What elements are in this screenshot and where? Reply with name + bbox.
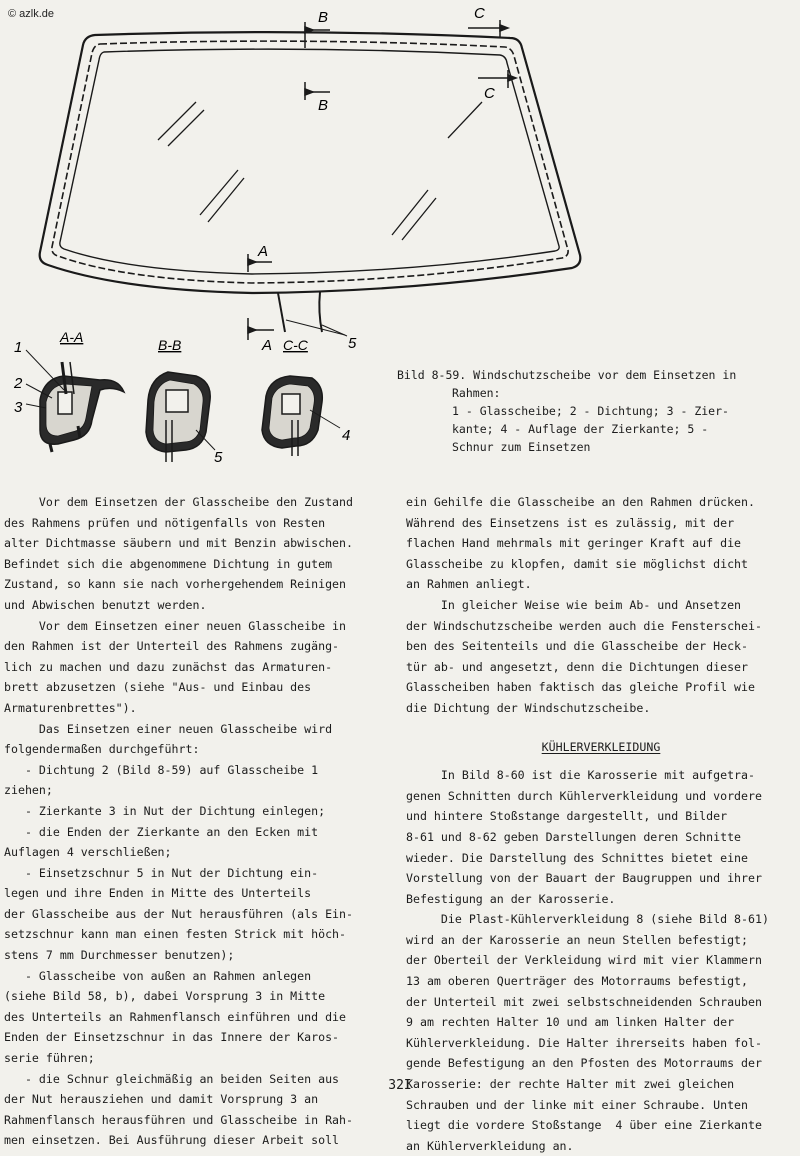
marker-c-top: C (474, 5, 485, 22)
text-line: tür ab- und angesetzt, denn die Dichtungen dieser (406, 659, 749, 674)
text-line: In Bild 8-60 ist die Karosserie mit aufgetra- (406, 768, 756, 783)
seal-profile-c-c (262, 376, 340, 456)
page-number: 32I (388, 1078, 412, 1093)
section-heading: KÜHLERVERKLEIDUNG (541, 739, 661, 754)
section-marker-b (305, 22, 330, 100)
text-line: Karosserie: der rechte Halter mit zwei gleichen (406, 1077, 735, 1092)
text-line: - Einsetzschnur 5 in Nut der Dichtung ein- (4, 865, 319, 880)
marker-c-bottom: C (484, 85, 495, 102)
text-line: alter Dichtmasse säubern und mit Benzin abwischen. (4, 536, 354, 551)
callout-4: 4 (342, 427, 351, 444)
text-line: Auflagen 4 verschließen; (4, 845, 172, 860)
left-text-column (4, 492, 389, 1151)
text-line: des Unterteils an Rahmenflansch einführen und die (4, 1009, 347, 1024)
detail-label-c-c: C-C (283, 337, 308, 353)
callout-1: 1 (14, 339, 23, 356)
callout-5-detail: 5 (214, 449, 223, 466)
text-line: Während des Einsetzens ist es zulässig, mit der (406, 515, 735, 530)
text-line: Kühlerverkleidung. Die Halter ihrerseits haben fol- (406, 1035, 762, 1050)
text-line: Enden der Einsetzschnur in das Innere der Karos- (4, 1030, 340, 1045)
text-line: Armaturenbrettes"). (4, 700, 137, 715)
source-watermark: © azlk.de (8, 8, 55, 20)
text-line: und Abwischen benutzt werden. (4, 597, 207, 612)
text-line: Vor dem Einsetzen einer neuen Glasscheibe in (4, 618, 347, 633)
text-line: lich zu machen und dazu zunächst das Armaturen- (4, 659, 333, 674)
text-line: der Windschutzscheibe werden auch die Fensterschei- (406, 618, 762, 633)
text-line: Zustand, so kann sie nach vorhergehendem Reinigen (4, 577, 347, 592)
text-line: 8-61 und 8-62 geben Darstellungen deren Schnitte (406, 829, 742, 844)
text-line: stens 7 mm Durchmesser benutzen); (4, 948, 235, 963)
text-line: Glasscheibe zu klopfen, damit sie möglichst dicht (406, 556, 749, 571)
text-line: Das Einsetzen einer neuen Glasscheibe wird (4, 721, 333, 736)
text-line: Befindet sich die abgenommene Dichtung in gutem (4, 556, 333, 571)
seal-profile-b-b (146, 372, 215, 462)
text-line: Glasscheiben haben faktisch das gleiche Profil wie (406, 680, 756, 695)
text-line: wieder. Die Darstellung des Schnittes bietet eine (406, 850, 749, 865)
text-line: und hintere Stoßstange dargestellt, und Bilder (406, 809, 728, 824)
seal-profile-a-a (40, 362, 124, 452)
text-line: Die Plast-Kühlerverkleidung 8 (siehe Bild 8-61) (406, 912, 769, 927)
text-line: ben des Seitenteils und die Glasscheibe der Heck- (406, 639, 749, 654)
text-line: an Kühlerverkleidung an. (406, 1138, 574, 1153)
text-line: an Rahmen anliegt. (406, 577, 532, 592)
caption-line: Rahmen: (452, 386, 501, 400)
text-line: Vor dem Einsetzen der Glasscheibe den Zustand (4, 495, 354, 509)
marker-b-bottom: B (318, 97, 329, 114)
caption-line: Schnur zum Einsetzen (452, 440, 591, 454)
text-line: der Nut herausziehen und damit Vorsprung 3 an (4, 1092, 319, 1107)
text-line: 13 am oberen Querträger des Motorraums befestigt, (406, 974, 749, 989)
text-line: der Oberteil der Verkleidung wird mit vier Klammern (406, 953, 762, 968)
text-line: brett abzusetzen (siehe "Aus- und Einbau des (4, 680, 312, 695)
caption-line: kante; 4 - Auflage der Zierkante; 5 - (452, 422, 709, 436)
caption-line: 1 - Glasscheibe; 2 - Dichtung; 3 - Zier- (452, 404, 729, 418)
text-line: der Glasscheibe aus der Nut herausführen (als Ein- (4, 906, 354, 921)
section-marker-a (248, 254, 274, 340)
text-line: serie führen; (4, 1051, 95, 1066)
text-line: der Unterteil mit zwei selbstschneidenden Schrauben (406, 994, 762, 1009)
text-line: In gleicher Weise wie beim Ab- und Ansetzen (406, 597, 742, 612)
text-line: Befestigung an der Karosserie. (406, 891, 616, 906)
text-line: genen Schnitten durch Kühlerverkleidung und vordere (406, 788, 762, 803)
text-line: setzschnur kann man einen festen Strick mit höch- (4, 927, 347, 942)
text-line: Rahmenflansch herausführen und Glasscheibe in Rah- (4, 1112, 354, 1127)
callout-5-main: 5 (348, 335, 357, 352)
callout-3: 3 (14, 399, 23, 416)
glass-reflection-marks (158, 102, 482, 240)
marker-b-top: B (318, 9, 329, 26)
text-line: den Rahmen ist der Unterteil des Rahmens zugäng- (4, 639, 340, 654)
text-line: (siehe Bild 58, b), dabei Vorsprung 3 in Mitte (4, 989, 326, 1004)
insertion-cord-ends (278, 292, 347, 336)
figure-caption (397, 366, 792, 456)
text-line: Vorstellung von der Bauart der Baugruppen und ihrer (406, 871, 762, 886)
text-line: ein Gehilfe die Glasscheibe an den Rahmen drücken. (406, 495, 756, 509)
text-line: 9 am rechten Halter 10 und am linken Halter der (406, 1015, 735, 1030)
text-line: ziehen; (4, 783, 53, 798)
marker-a-top: A (258, 243, 269, 260)
text-line: men einsetzen. Bei Ausführung dieser Arbeit soll (4, 1133, 340, 1148)
text-line: legen und ihre Enden in Mitte des Unterteils (4, 886, 312, 901)
windshield-outline (40, 32, 581, 293)
text-line: Schrauben und der linke mit einer Schraube. Unten (406, 1097, 749, 1112)
text-line: die Dichtung der Windschutzscheibe. (406, 700, 651, 715)
caption-title: Bild 8-59. Windschutzscheibe vor dem Einsetzen in (397, 368, 737, 382)
text-line: - Dichtung 2 (Bild 8-59) auf Glasscheibe 1 (4, 762, 319, 777)
text-line: gende Befestigung an den Pfosten des Motorraums der (406, 1056, 762, 1071)
text-line: - Zierkante 3 in Nut der Dichtung einlegen; (4, 803, 326, 818)
text-line: - Glasscheibe von außen an Rahmen anlegen (4, 968, 312, 983)
text-line: - die Enden der Zierkante an den Ecken mit (4, 824, 319, 839)
text-line: - die Schnur gleichmäßig an beiden Seiten aus (4, 1071, 340, 1086)
right-text-column (406, 492, 796, 1156)
text-line: des Rahmens prüfen und nötigenfalls von Resten (4, 515, 326, 530)
text-line: wird an der Karosserie an neun Stellen befestigt; (406, 932, 749, 947)
text-line: flachen Hand mehrmals mit geringer Kraft auf die (406, 536, 742, 551)
callout-2: 2 (14, 375, 23, 392)
detail-label-b-b: B-B (158, 337, 182, 353)
detail-label-a-a: A-A (60, 329, 84, 345)
marker-a-bottom: A (262, 337, 273, 354)
text-line: liegt die vordere Stoßstange 4 über eine Zierkante (406, 1118, 762, 1133)
text-line: folgendermaßen durchgeführt: (4, 742, 200, 757)
